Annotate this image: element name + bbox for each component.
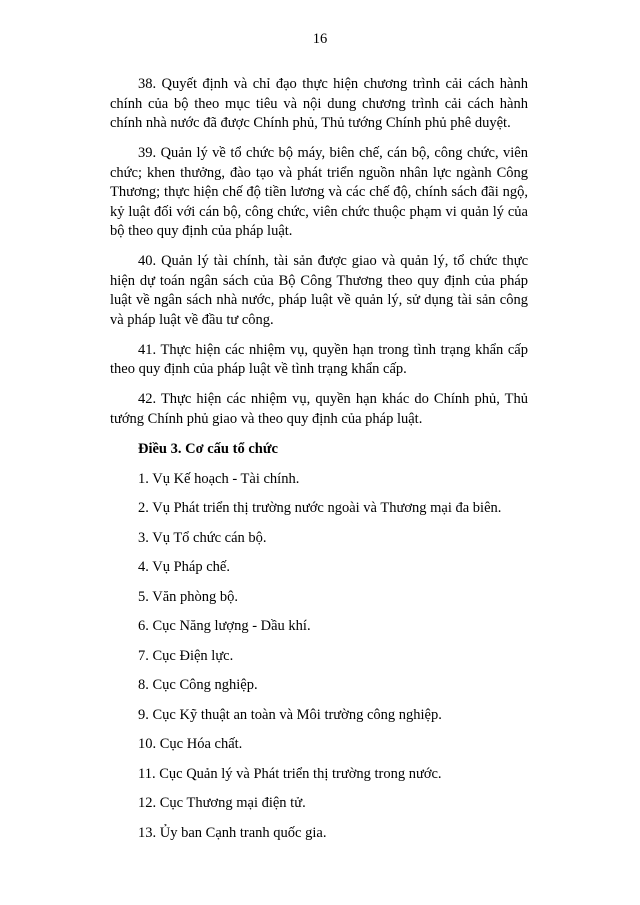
unit-item: 11. Cục Quản lý và Phát triển thị trường trong nước. bbox=[138, 765, 442, 782]
unit-item: 5. Văn phòng bộ. bbox=[138, 588, 239, 605]
article-heading: Điều 3. Cơ cấu tổ chức bbox=[138, 440, 278, 457]
paragraph-38: 38. Quyết định và chỉ đạo thực hiện chương trình cải cách hành chính của bộ theo mục tiêu và nội dung chương trình cải cách hành chính nhà nước đã được Chính phủ, Thủ tướng Chính phủ phê duyệt. bbox=[110, 76, 528, 131]
unit-item: 4. Vụ Pháp chế. bbox=[138, 559, 230, 575]
unit-item: 1. Vụ Kế hoạch - Tài chính. bbox=[138, 470, 300, 487]
unit-item: 6. Cục Năng lượng - Dầu khí. bbox=[138, 618, 311, 634]
paragraph-41: 41. Thực hiện các nhiệm vụ, quyền hạn trong tình trạng khẩn cấp theo quy định của pháp luật về tình trạng khẩn cấp. bbox=[110, 341, 528, 377]
unit-item: 2. Vụ Phát triển thị trường nước ngoài và Thương mại đa biên. bbox=[138, 500, 502, 516]
unit-item: 13. Ủy ban Cạnh tranh quốc gia. bbox=[138, 824, 327, 841]
page-number: 16 bbox=[312, 31, 328, 47]
unit-item: 10. Cục Hóa chất. bbox=[138, 736, 243, 752]
paragraph-40: 40. Quản lý tài chính, tài sản được giao và quản lý, tổ chức thực hiện dự toán ngân sách của Bộ Công Thương theo quy định của pháp luật về ngân sách nhà nước, pháp luật về quản lý, sử dụng tài sản công và pháp luật về đầu tư công. bbox=[110, 253, 528, 328]
paragraph-39: 39. Quản lý về tổ chức bộ máy, biên chế, cán bộ, công chức, viên chức; khen thưởng, đào tạo và phát triển nguồn nhân lực ngành Công Thương; thực hiện chế độ tiền lương và các chế độ, chính sách đãi ngộ, kỷ luật đối với cán bộ, công chức, viên chức thuộc phạm vi quản lý của bộ theo quy định của pháp luật. bbox=[110, 145, 528, 239]
paragraph-42: 42. Thực hiện các nhiệm vụ, quyền hạn khác do Chính phủ, Thủ tướng Chính phủ giao và theo quy định của pháp luật. bbox=[110, 391, 528, 427]
unit-item: 3. Vụ Tổ chức cán bộ. bbox=[138, 529, 267, 546]
unit-item: 8. Cục Công nghiệp. bbox=[138, 677, 258, 693]
unit-item: 12. Cục Thương mại điện tử. bbox=[138, 795, 306, 811]
document-body bbox=[110, 75, 528, 853]
unit-item: 7. Cục Điện lực. bbox=[138, 647, 234, 664]
unit-item: 9. Cục Kỹ thuật an toàn và Môi trường công nghiệp. bbox=[138, 706, 442, 723]
